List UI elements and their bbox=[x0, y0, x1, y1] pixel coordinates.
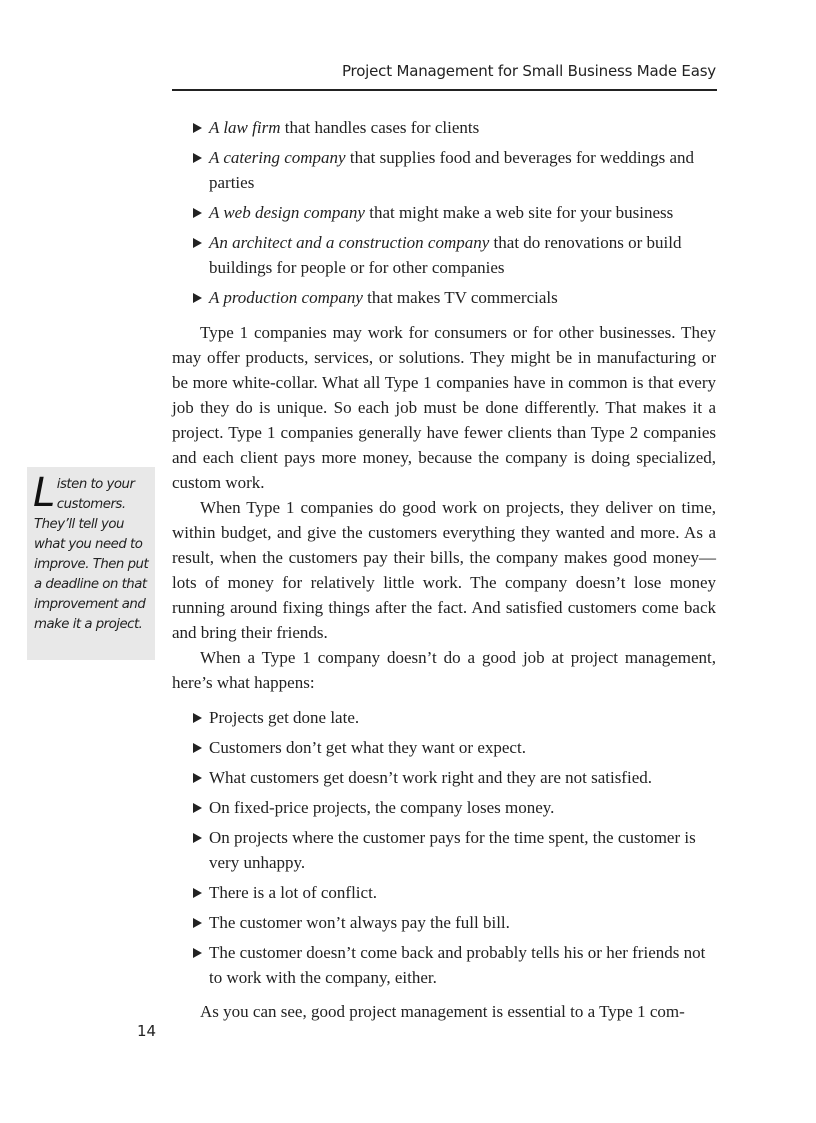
list-item-text: that might make a web site for your business bbox=[364, 203, 674, 222]
list-item bbox=[172, 115, 716, 140]
list-item bbox=[172, 230, 716, 280]
bullet-triangle-icon bbox=[193, 833, 202, 843]
bullet-triangle-icon bbox=[193, 948, 202, 958]
bullet-triangle-icon bbox=[193, 123, 202, 133]
list-item bbox=[172, 145, 716, 195]
list-item-emphasis: An architect and a construction company bbox=[209, 233, 490, 252]
margin-tip-text: isten to your customers. They’ll tell you what you need to improve. Then put a deadline on that improvement and make it a project. bbox=[34, 477, 149, 632]
list-item bbox=[172, 940, 716, 990]
list-item bbox=[172, 825, 716, 875]
list-item bbox=[172, 285, 716, 310]
bullet-triangle-icon bbox=[193, 888, 202, 898]
list-item-emphasis: A web design company bbox=[209, 203, 365, 222]
list-item-text: that handles cases for clients bbox=[280, 118, 480, 137]
list-item-emphasis: A catering company bbox=[209, 148, 346, 167]
list-item bbox=[172, 735, 716, 760]
list-item bbox=[172, 705, 716, 730]
paragraph: When a Type 1 company doesn’t do a good job at project management, here’s what happens: bbox=[172, 648, 716, 692]
list-item-text: that makes TV commercials bbox=[362, 288, 558, 307]
drop-cap: L bbox=[33, 470, 55, 516]
bullet-triangle-icon bbox=[193, 918, 202, 928]
margin-tip-box bbox=[27, 467, 155, 660]
list-item-text: Projects get done late. bbox=[209, 708, 360, 727]
list-item-emphasis: A law firm bbox=[209, 118, 281, 137]
bullet-triangle-icon bbox=[193, 293, 202, 303]
running-header: Project Management for Small Business Made Easy bbox=[341, 62, 716, 80]
list-item-text: There is a lot of conflict. bbox=[209, 883, 378, 902]
page-number: 14 bbox=[137, 1022, 157, 1040]
consequence-list bbox=[172, 705, 716, 995]
list-item-text: On projects where the customer pays for the time spent, the customer is very unhappy. bbox=[209, 828, 696, 872]
bullet-triangle-icon bbox=[193, 208, 202, 218]
bullet-triangle-icon bbox=[193, 803, 202, 813]
header-rule bbox=[172, 89, 717, 91]
body-text-final bbox=[172, 999, 716, 1024]
bullet-triangle-icon bbox=[193, 743, 202, 753]
list-item bbox=[172, 200, 716, 225]
list-item bbox=[172, 880, 716, 905]
paragraph: As you can see, good project management is essential to a Type 1 com- bbox=[200, 1002, 685, 1021]
list-item bbox=[172, 910, 716, 935]
list-item-text: Customers don’t get what they want or expect. bbox=[209, 738, 526, 757]
paragraph: Type 1 companies may work for consumers or for other businesses. They may offer products, services, or solutions. They might be in manufacturing or be more white-collar. What all Type 1 companies have in common is that every job they do is unique. So each job must be done differently. That makes it a project. Type 1 companies generally have fewer clients than Type 2 companies and each client pays more money, because the company is doing specialized, custom work. bbox=[172, 323, 716, 492]
bullet-triangle-icon bbox=[193, 153, 202, 163]
example-list bbox=[172, 115, 716, 315]
bullet-triangle-icon bbox=[193, 773, 202, 783]
list-item-text: that do renovations or build buildings for people or for other companies bbox=[209, 233, 682, 277]
body-text bbox=[172, 320, 716, 695]
list-item-text: On fixed-price projects, the company loses money. bbox=[209, 798, 555, 817]
list-item-text: The customer doesn’t come back and probably tells his or her friends not to work with the company, either. bbox=[209, 943, 706, 987]
list-item-text: What customers get doesn’t work right and they are not satisfied. bbox=[209, 768, 652, 787]
list-item-text: that supplies food and beverages for weddings and parties bbox=[209, 148, 695, 192]
paragraph: When Type 1 companies do good work on projects, they deliver on time, within budget, and give the customers everything they wanted and more. As a result, when the customers pay their bills, the company makes good money—lots of money for relatively little work. The company doesn’t lose money running around fixing things after the fact. And satisfied customers come back and bring their friends. bbox=[172, 498, 716, 642]
bullet-triangle-icon bbox=[193, 713, 202, 723]
list-item bbox=[172, 795, 716, 820]
list-item bbox=[172, 765, 716, 790]
bullet-triangle-icon bbox=[193, 238, 202, 248]
list-item-emphasis: A production company bbox=[209, 288, 363, 307]
list-item-text: The customer won’t always pay the full bill. bbox=[209, 913, 510, 932]
